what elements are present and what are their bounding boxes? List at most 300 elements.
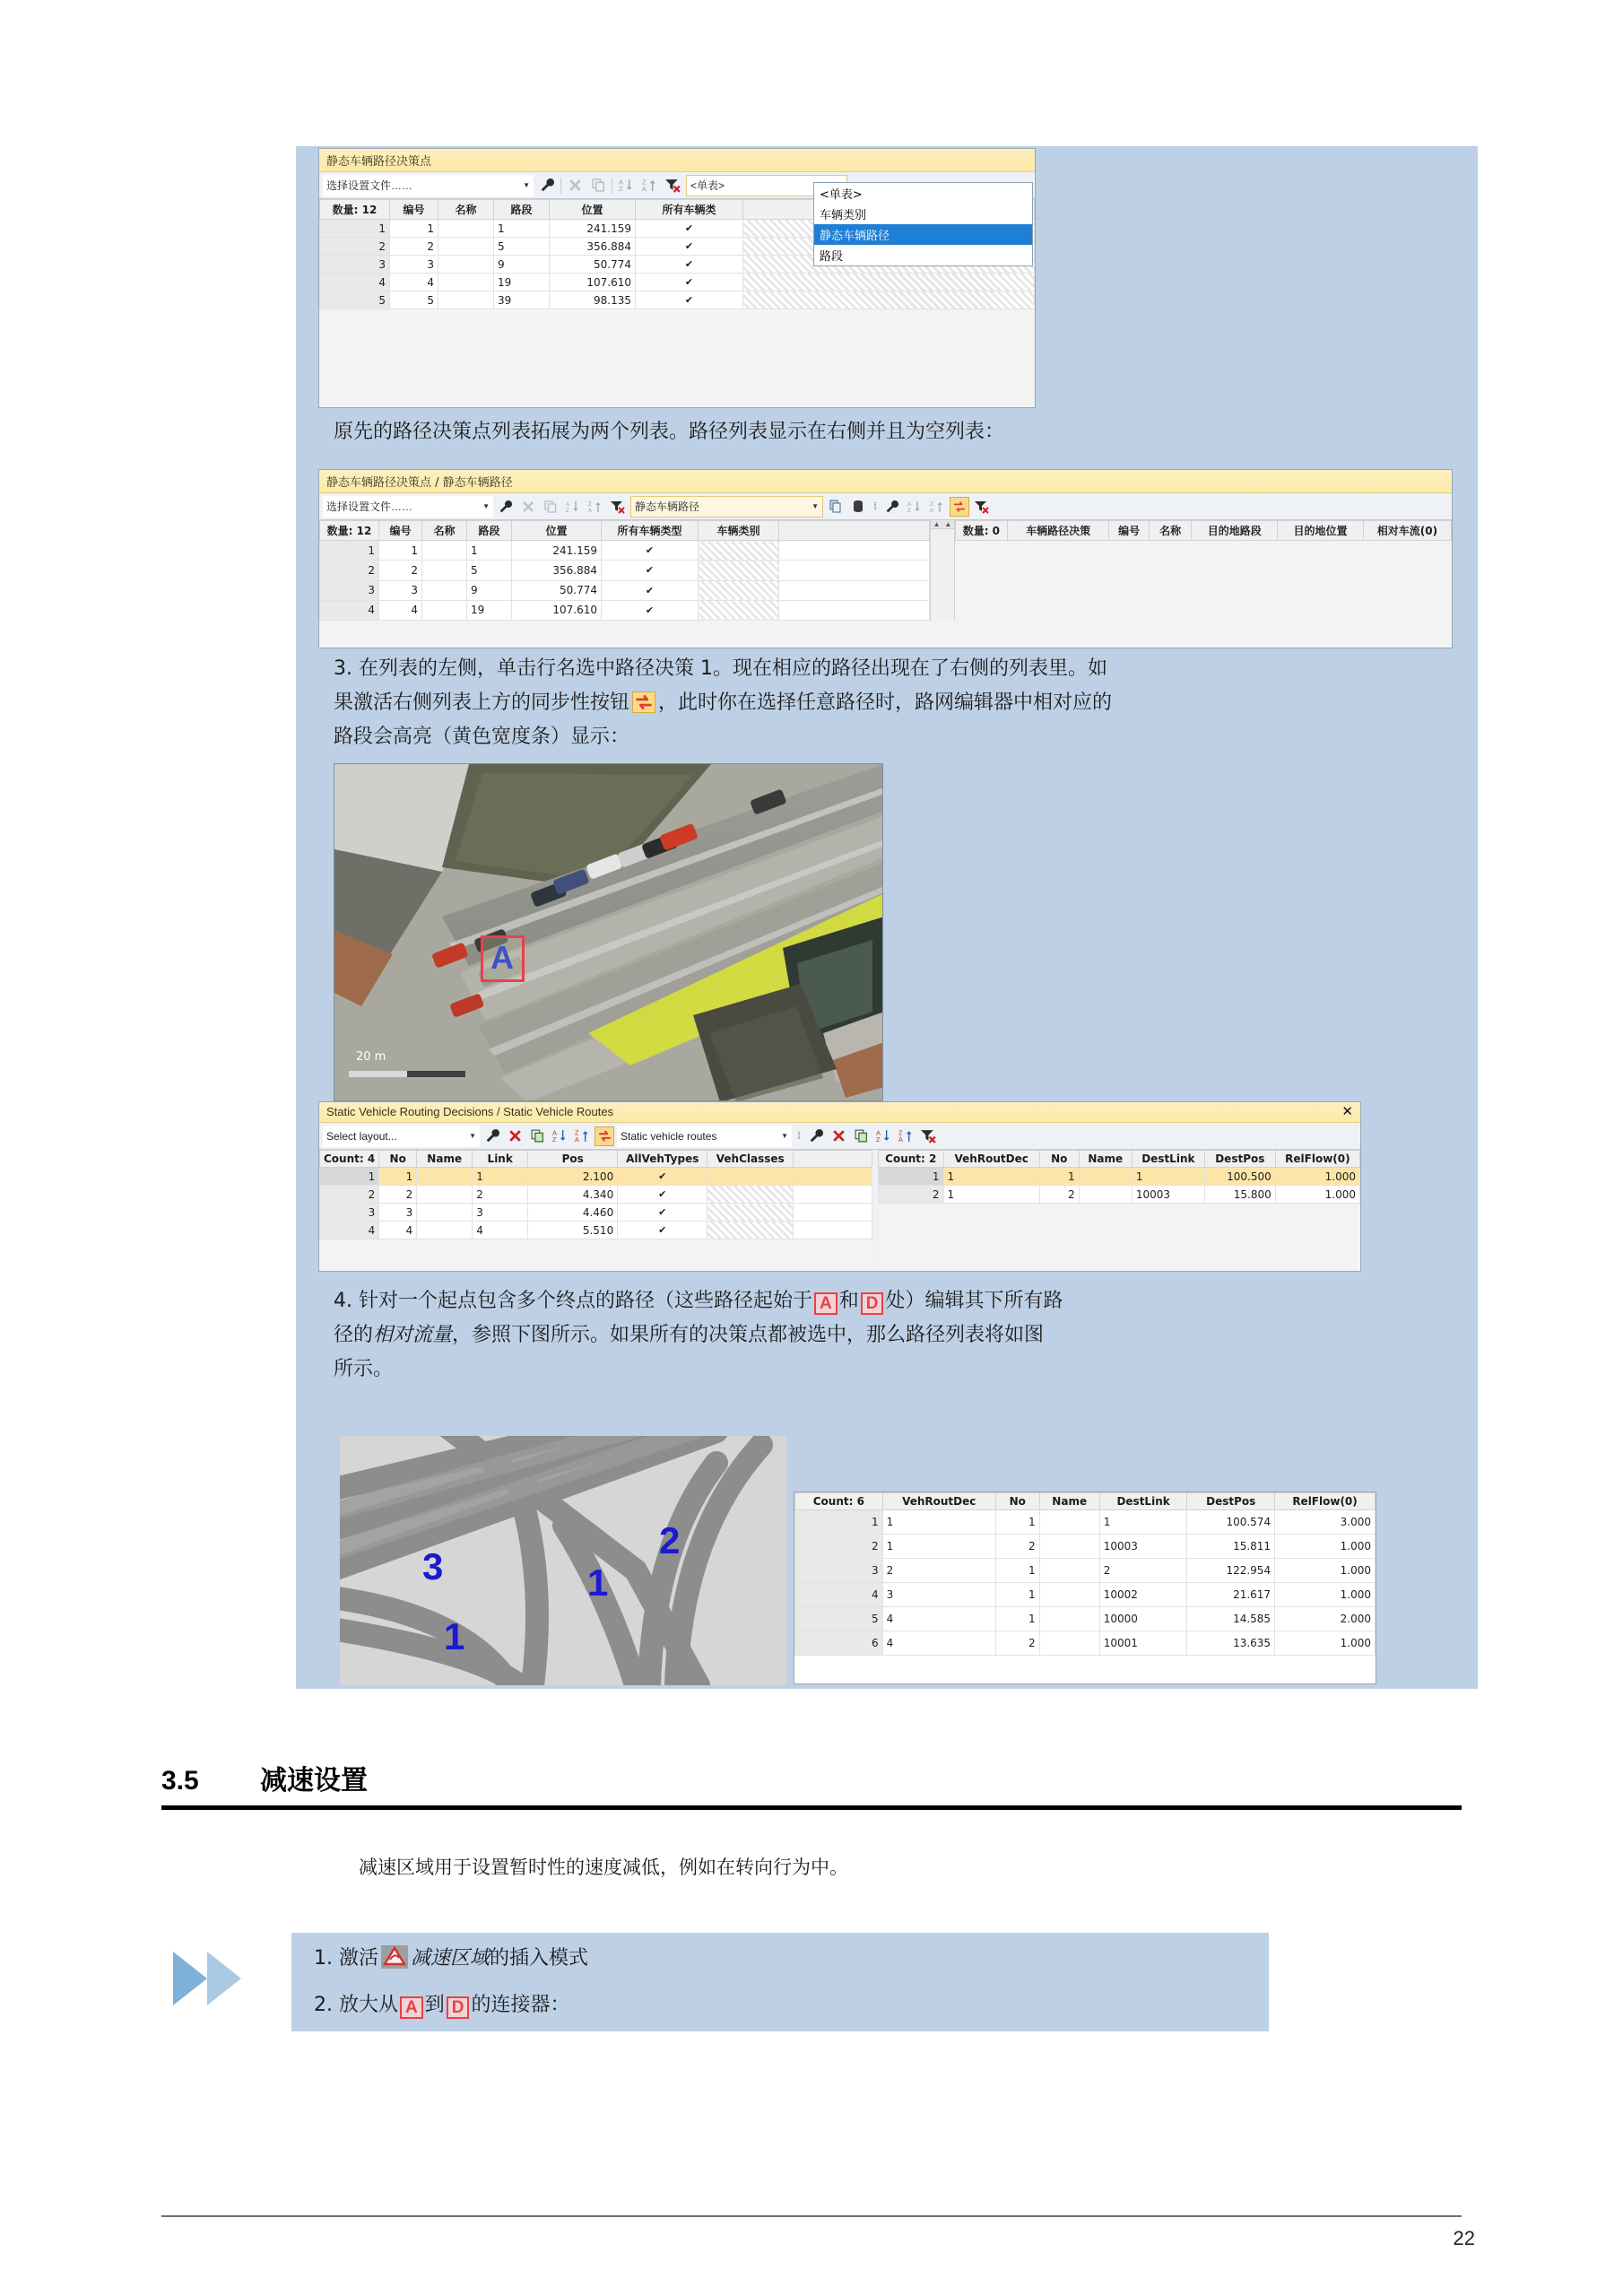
copy-icon[interactable]	[826, 497, 846, 517]
cell-name[interactable]	[422, 580, 467, 600]
table-type-combo[interactable]	[630, 496, 823, 517]
step4-line3	[334, 1352, 1465, 1387]
cell-allvehtypes-checkbox[interactable]: ✔	[602, 600, 699, 620]
svg-text:A: A	[618, 178, 623, 187]
col-relflow: 相对车流(0)	[1363, 521, 1451, 541]
row-index[interactable]: 5	[320, 291, 390, 309]
col-count: 数量: 12	[320, 521, 379, 541]
cell-pos[interactable]: 241.159	[550, 220, 636, 238]
badge-A: A	[400, 1996, 423, 2019]
svg-text:A: A	[588, 508, 593, 514]
dropdown-option-0[interactable]: <单表>	[820, 188, 863, 202]
col-no: 编号	[379, 521, 422, 541]
svg-text:A: A	[907, 501, 912, 508]
cell-allvehtypes-checkbox[interactable]: ✔	[636, 238, 743, 256]
col-link: 路段	[494, 200, 550, 220]
cell-name[interactable]	[438, 220, 494, 238]
filter-off-icon[interactable]	[663, 176, 682, 196]
wrench-icon[interactable]	[482, 1126, 502, 1146]
cell-name[interactable]	[417, 1186, 473, 1204]
cell-blank	[779, 561, 930, 580]
splitter-handle-icon[interactable]: ⁞	[873, 500, 877, 512]
cell-allvehtypes-checkbox[interactable]: ✔	[602, 561, 699, 580]
cell-name[interactable]	[1039, 1510, 1099, 1535]
col-allvehtypes: 所有车辆类型	[602, 521, 699, 541]
cell-pos[interactable]: 107.610	[512, 600, 602, 620]
screenshot-vehicle-routes-count6	[794, 1492, 1376, 1684]
table-type-combo-value: <单表>	[690, 179, 725, 192]
sort-az-icon[interactable]	[616, 176, 636, 196]
cell-relflow[interactable]: 1.000	[1275, 1535, 1376, 1559]
cell-name[interactable]	[1039, 1535, 1099, 1559]
scrollbar-vertical-right[interactable]: ▲	[942, 520, 955, 621]
sort-za-icon[interactable]	[896, 1126, 916, 1146]
cell-destpos[interactable]: 122.954	[1187, 1559, 1275, 1583]
col-no: No	[1039, 1151, 1079, 1168]
col-destlink: DestLink	[1132, 1151, 1204, 1168]
col-vehclasses: 车辆类别	[699, 521, 779, 541]
badge-D: D	[861, 1292, 884, 1315]
cell-no[interactable]: 2	[379, 561, 422, 580]
cell-vehclasses	[707, 1186, 794, 1204]
cell-vehroutdec[interactable]: 1	[882, 1535, 995, 1559]
step1-emphasis-reduced-speed-area: 减速区域	[410, 1947, 490, 1970]
cell-link[interactable]: 39	[494, 291, 550, 309]
col-blank	[779, 521, 930, 541]
cell-allvehtypes-checkbox[interactable]: ✔	[636, 256, 743, 274]
row-index[interactable]: 1	[795, 1510, 883, 1535]
cell-name[interactable]	[438, 274, 494, 291]
sync-lists-icon	[632, 691, 655, 713]
svg-text:Z: Z	[588, 501, 592, 508]
col-name: Name	[1079, 1151, 1132, 1168]
cell-destpos[interactable]: 100.500	[1204, 1168, 1275, 1186]
cell-name[interactable]	[417, 1204, 473, 1222]
step4-line2-text-a: 径的	[334, 1324, 374, 1346]
diagram-label-1-lower: 1	[444, 1615, 465, 1657]
cell-allvehtypes-checkbox[interactable]: ✔	[618, 1186, 707, 1204]
cell-name[interactable]	[417, 1222, 473, 1239]
cell-vehclasses	[699, 541, 779, 561]
table-type-dropdown-popup[interactable]	[813, 182, 1033, 266]
row-index[interactable]: 2	[879, 1186, 944, 1204]
svg-text:Z: Z	[898, 1128, 903, 1137]
cell-vehroutdec[interactable]: 1	[943, 1186, 1039, 1204]
cell-link[interactable]: 1	[473, 1168, 528, 1186]
sort-za-icon[interactable]	[586, 497, 605, 517]
row-index[interactable]: 1	[320, 1168, 379, 1186]
cell-destlink[interactable]: 10000	[1099, 1607, 1187, 1631]
grid-body	[320, 541, 930, 621]
cell-allvehtypes-checkbox[interactable]: ✔	[618, 1222, 707, 1239]
table-row	[320, 600, 930, 620]
layout-select[interactable]	[323, 496, 493, 517]
cell-allvehtypes-checkbox[interactable]: ✔	[618, 1168, 707, 1186]
chevron-down-icon: ▼	[469, 1132, 476, 1140]
routing-decisions-grid-left	[319, 520, 930, 621]
paragraph-step-4	[334, 1284, 1465, 1387]
cell-destpos[interactable]: 14.585	[1187, 1607, 1275, 1631]
window-title: 静态车辆路径决策点 / 静态车辆路径	[326, 476, 513, 490]
cell-name[interactable]	[1079, 1168, 1132, 1186]
table-type-combo[interactable]	[617, 1126, 792, 1147]
row-index[interactable]: 4	[320, 600, 379, 620]
row-index[interactable]: 6	[795, 1631, 883, 1656]
cell-no[interactable]: 2	[995, 1535, 1039, 1559]
cell-no[interactable]: 1	[1039, 1168, 1079, 1186]
table-row	[320, 274, 1035, 291]
cell-no[interactable]: 1	[995, 1559, 1039, 1583]
cell-relflow[interactable]: 1.000	[1275, 1186, 1359, 1204]
cell-pos[interactable]: 98.135	[550, 291, 636, 309]
cell-pos[interactable]: 5.510	[528, 1222, 618, 1239]
col-name: 名称	[438, 200, 494, 220]
cell-destpos[interactable]: 15.811	[1187, 1535, 1275, 1559]
cell-pos[interactable]: 4.340	[528, 1186, 618, 1204]
svg-text:A: A	[566, 501, 570, 508]
col-destpos: DestPos	[1187, 1493, 1275, 1510]
marker-badge-A-label: A	[490, 939, 514, 976]
sort-za-icon[interactable]	[639, 176, 659, 196]
window-title: Static Vehicle Routing Decisions / Static Vehicle Routes	[326, 1105, 614, 1118]
cell-blank	[779, 541, 930, 561]
sync-lists-icon[interactable]	[950, 497, 969, 517]
sort-za-icon[interactable]	[572, 1126, 592, 1146]
cell-pos[interactable]: 2.100	[528, 1168, 618, 1186]
cell-blank	[794, 1222, 872, 1239]
svg-text:A: A	[898, 1135, 903, 1144]
cell-vehroutdec[interactable]: 2	[882, 1559, 995, 1583]
col-no: 编号	[390, 200, 438, 220]
row-index[interactable]: 4	[320, 274, 390, 291]
col-count: 数量: 12	[320, 200, 390, 220]
cell-no[interactable]: 1	[995, 1607, 1039, 1631]
svg-text:20 m: 20 m	[356, 1050, 386, 1064]
cell-pos[interactable]: 50.774	[512, 580, 602, 600]
cell-no[interactable]: 1	[390, 220, 438, 238]
row-index[interactable]: 1	[320, 541, 379, 561]
cell-no[interactable]: 1	[995, 1583, 1039, 1607]
cell-no[interactable]: 2	[1039, 1186, 1079, 1204]
step4-line1-text-b: 和	[838, 1290, 859, 1312]
svg-text:Z: Z	[566, 508, 569, 514]
cell-vehroutdec[interactable]: 3	[882, 1583, 995, 1607]
table-row	[320, 1168, 872, 1186]
cell-name[interactable]	[1039, 1583, 1099, 1607]
cell-name[interactable]	[438, 256, 494, 274]
row-index[interactable]: 2	[320, 1186, 379, 1204]
wrench-icon[interactable]	[806, 1126, 826, 1146]
row-index[interactable]: 4	[795, 1583, 883, 1607]
table-row	[795, 1510, 1376, 1535]
double-arrow-bullet-icon	[166, 1944, 265, 2016]
filter-off-icon[interactable]	[918, 1126, 938, 1146]
row-index[interactable]: 3	[320, 580, 379, 600]
cell-allvehtypes-checkbox[interactable]: ✔	[636, 291, 743, 309]
cell-no[interactable]: 3	[379, 580, 422, 600]
row-index[interactable]: 1	[320, 220, 390, 238]
sort-az-icon[interactable]	[873, 1126, 893, 1146]
sort-az-icon[interactable]	[563, 497, 583, 517]
col-name: Name	[1039, 1493, 1099, 1510]
sort-az-icon[interactable]	[905, 497, 924, 517]
layout-select[interactable]	[323, 1126, 480, 1147]
paragraph-step-3	[334, 652, 1465, 754]
layout-select-label: 选择设置文件……	[326, 179, 413, 192]
dropdown-option-1[interactable]: 车辆类别	[820, 209, 867, 222]
paragraph-intro-text: 减速区域用于设置暂时性的速度减低，例如在转向行为中。	[359, 1857, 848, 1878]
cell-destpos[interactable]: 13.635	[1187, 1631, 1275, 1656]
row-index[interactable]: 2	[320, 238, 390, 256]
cell-name[interactable]	[1079, 1186, 1132, 1204]
row-index[interactable]: 3	[795, 1559, 883, 1583]
duplicate-icon[interactable]	[588, 176, 608, 196]
cell-link[interactable]: 5	[467, 561, 512, 580]
sort-za-icon[interactable]	[927, 497, 947, 517]
svg-text:Z: Z	[930, 501, 933, 508]
row-index[interactable]: 3	[320, 256, 390, 274]
col-blank	[794, 1151, 872, 1168]
filter-off-icon[interactable]	[608, 497, 628, 517]
sort-az-icon[interactable]	[550, 1126, 569, 1146]
svg-text:Z: Z	[641, 178, 647, 187]
cell-vehclasses	[707, 1222, 794, 1239]
page-number: 22	[1453, 2227, 1475, 2249]
svg-text:Z: Z	[907, 508, 911, 514]
cell-relflow[interactable]: 1.000	[1275, 1631, 1376, 1656]
cell-pos[interactable]: 50.774	[550, 256, 636, 274]
table-type-combo-value: 静态车辆路径	[635, 500, 700, 513]
cell-pos[interactable]: 356.884	[550, 238, 636, 256]
cell-relflow[interactable]: 3.000	[1275, 1510, 1376, 1535]
cell-no[interactable]: 4	[379, 1222, 417, 1239]
cell-link[interactable]: 4	[473, 1222, 528, 1239]
step3-line1-text: 3. 在列表的左侧，单击行名选中路径决策 1。现在相应的路径出现在了右侧的列表里。如	[334, 657, 1107, 680]
cell-no[interactable]: 1	[995, 1510, 1039, 1535]
col-no: No	[995, 1493, 1039, 1510]
cell-destlink[interactable]: 1	[1099, 1510, 1187, 1535]
cell-link[interactable]: 19	[494, 274, 550, 291]
database-icon[interactable]	[848, 497, 868, 517]
cell-vehroutdec[interactable]: 4	[882, 1631, 995, 1656]
duplicate-icon[interactable]	[851, 1126, 871, 1146]
cell-destlink[interactable]: 2	[1099, 1559, 1187, 1583]
col-allveh: 所有车辆类	[636, 200, 743, 220]
marker-badge-A	[481, 935, 525, 982]
close-icon[interactable]: ✕	[1341, 1103, 1353, 1119]
grid-header-row	[795, 1493, 1376, 1510]
diagram-label-2: 2	[659, 1519, 681, 1561]
row-index[interactable]: 4	[320, 1222, 379, 1239]
cell-link[interactable]: 9	[467, 580, 512, 600]
cell-name[interactable]	[438, 238, 494, 256]
step3-line2-text-a: 果激活右侧列表上方的同步性按钮	[334, 691, 630, 714]
cell-name[interactable]	[422, 561, 467, 580]
col-count: Count: 2	[879, 1151, 944, 1168]
table-row	[320, 561, 930, 580]
grid-header-row	[320, 521, 930, 541]
col-count: Count: 6	[795, 1493, 883, 1510]
cell-no[interactable]: 2	[995, 1631, 1039, 1656]
wrench-icon[interactable]	[537, 176, 557, 196]
col-relflow: RelFlow(0)	[1275, 1151, 1359, 1168]
delete-x-icon[interactable]	[518, 497, 538, 517]
step2-text-a: 2. 放大从	[314, 1994, 398, 2016]
col-link: Link	[473, 1151, 528, 1168]
paragraph-intro-3-5	[359, 1850, 1462, 1884]
table-row	[795, 1559, 1376, 1583]
cell-allvehtypes-checkbox[interactable]: ✔	[618, 1204, 707, 1222]
dropdown-option-3[interactable]: 路段	[820, 250, 844, 264]
step1-text-c: 的插入模式	[490, 1947, 589, 1970]
cell-link[interactable]: 9	[494, 256, 550, 274]
layout-select[interactable]	[323, 175, 534, 196]
cell-blank	[794, 1186, 872, 1204]
row-index[interactable]: 3	[320, 1204, 379, 1222]
cell-pos[interactable]: 241.159	[512, 541, 602, 561]
left-list-pane	[319, 520, 942, 621]
chevron-down-icon: ▼	[812, 502, 819, 510]
delete-x-icon[interactable]	[565, 176, 585, 196]
splitter-handle-icon[interactable]: ⁞	[797, 1130, 801, 1142]
step3-line2-text-b: ，此时你在选择任意路径时，路网编辑器中相对应的	[658, 691, 1113, 714]
col-pos: 位置	[550, 200, 636, 220]
step4-line2	[334, 1318, 1465, 1352]
step2-text-b: 到	[424, 1994, 445, 2016]
svg-text:A: A	[875, 1128, 881, 1137]
delete-x-icon[interactable]	[829, 1126, 848, 1146]
step3-line3-text: 路段会高亮（黄色宽度条）显示：	[334, 726, 630, 748]
cell-link[interactable]: 1	[494, 220, 550, 238]
cell-allvehtypes-checkbox[interactable]: ✔	[602, 580, 699, 600]
table-row	[320, 541, 930, 561]
cell-pos[interactable]: 4.460	[528, 1204, 618, 1222]
cell-pos[interactable]: 107.610	[550, 274, 636, 291]
layout-select-label: 选择设置文件……	[326, 500, 413, 513]
cell-no[interactable]: 3	[390, 256, 438, 274]
cell-destpos[interactable]: 15.800	[1204, 1186, 1275, 1204]
cell-destlink[interactable]: 1	[1132, 1168, 1204, 1186]
chevron-down-icon: ▼	[523, 181, 530, 189]
cell-no[interactable]: 3	[379, 1204, 417, 1222]
cell-allvehtypes-checkbox[interactable]: ✔	[636, 220, 743, 238]
row-index[interactable]: 2	[320, 561, 379, 580]
cell-name[interactable]	[1039, 1607, 1099, 1631]
cell-allvehtypes-checkbox[interactable]: ✔	[636, 274, 743, 291]
step2-text-c: 的连接器：	[471, 1994, 570, 2016]
row-index[interactable]: 5	[795, 1607, 883, 1631]
cell-destpos[interactable]: 21.617	[1187, 1583, 1275, 1607]
cell-vehroutdec[interactable]: 4	[882, 1607, 995, 1631]
cell-allvehtypes-checkbox[interactable]: ✔	[602, 541, 699, 561]
filter-off-icon[interactable]	[972, 497, 992, 517]
row-index[interactable]: 2	[795, 1535, 883, 1559]
col-name: 名称	[422, 521, 467, 541]
cell-vehclasses	[699, 580, 779, 600]
cell-link[interactable]: 19	[467, 600, 512, 620]
cell-destlink[interactable]: 10003	[1132, 1186, 1204, 1204]
cell-no[interactable]: 1	[379, 1168, 417, 1186]
svg-text:Z: Z	[875, 1135, 881, 1144]
cell-blank	[779, 580, 930, 600]
col-name: Name	[417, 1151, 473, 1168]
cell-link[interactable]: 2	[473, 1186, 528, 1204]
cell-vehclasses	[743, 291, 1035, 309]
step-item-1	[314, 1935, 1255, 1982]
chevron-down-icon: ▼	[482, 502, 490, 510]
duplicate-icon[interactable]	[527, 1126, 547, 1146]
wrench-icon[interactable]	[496, 497, 516, 517]
cell-no[interactable]: 2	[390, 238, 438, 256]
grid-header-row	[320, 1151, 872, 1168]
cell-vehroutdec[interactable]: 1	[882, 1510, 995, 1535]
delete-x-icon[interactable]	[505, 1126, 525, 1146]
wrench-icon[interactable]	[882, 497, 902, 517]
table-row	[795, 1607, 1376, 1631]
cell-destpos[interactable]: 100.574	[1187, 1510, 1275, 1535]
section-divider	[161, 1805, 1462, 1810]
cell-link[interactable]: 5	[494, 238, 550, 256]
cell-name[interactable]	[438, 291, 494, 309]
cell-link[interactable]: 1	[467, 541, 512, 561]
toolbar-separator	[560, 178, 561, 194]
cell-relflow[interactable]: 1.000	[1275, 1559, 1376, 1583]
sync-lists-icon[interactable]	[595, 1126, 614, 1146]
row-index[interactable]: 1	[879, 1168, 944, 1186]
dropdown-option-2[interactable]: 静态车辆路径	[814, 224, 1032, 245]
cell-destlink[interactable]: 10003	[1099, 1535, 1187, 1559]
aerial-photo-network-editor	[334, 763, 883, 1101]
cell-link[interactable]: 3	[473, 1204, 528, 1222]
cell-no[interactable]: 4	[379, 600, 422, 620]
duplicate-icon[interactable]	[541, 497, 560, 517]
cell-no[interactable]: 5	[390, 291, 438, 309]
cell-no[interactable]: 4	[390, 274, 438, 291]
step3-line2	[334, 686, 1465, 720]
cell-relflow[interactable]: 2.000	[1275, 1607, 1376, 1631]
cell-name[interactable]	[417, 1168, 473, 1186]
cell-destlink[interactable]: 10002	[1099, 1583, 1187, 1607]
right-list-pane	[942, 520, 1452, 621]
svg-text:A: A	[641, 184, 647, 193]
cell-no[interactable]: 2	[379, 1186, 417, 1204]
screenshot-static-vehicle-routes-en	[318, 1101, 1361, 1272]
paragraph-after-first-screenshot	[334, 415, 1454, 449]
section-heading	[161, 1758, 1462, 1797]
col-link: 路段	[467, 521, 512, 541]
cell-vehroutdec[interactable]: 1	[943, 1168, 1039, 1186]
step4-line3-text: 所示。	[334, 1358, 394, 1380]
cell-no[interactable]: 1	[379, 541, 422, 561]
cell-name[interactable]	[1039, 1559, 1099, 1583]
col-relflow: RelFlow(0)	[1275, 1493, 1376, 1510]
cell-name[interactable]	[1039, 1631, 1099, 1656]
cell-relflow[interactable]: 1.000	[1275, 1583, 1376, 1607]
step4-line1-text-a: 4. 针对一个起点包含多个终点的路径（这些路径起始于	[334, 1290, 812, 1312]
cell-name[interactable]	[422, 541, 467, 561]
cell-relflow[interactable]: 1.000	[1275, 1168, 1359, 1186]
cell-destlink[interactable]: 10001	[1099, 1631, 1187, 1656]
cell-name[interactable]	[422, 600, 467, 620]
step4-emphasis-relative-flow: 相对流量	[373, 1324, 453, 1346]
scrollbar-vertical-left[interactable]: ▲	[930, 520, 942, 621]
table-type-combo-value: Static vehicle routes	[621, 1129, 717, 1143]
badge-D: D	[447, 1996, 470, 2019]
window-title-bar	[319, 470, 1452, 493]
cell-pos[interactable]: 356.884	[512, 561, 602, 580]
right-list-pane	[878, 1150, 1360, 1257]
routing-decisions-grid-en	[319, 1150, 872, 1239]
